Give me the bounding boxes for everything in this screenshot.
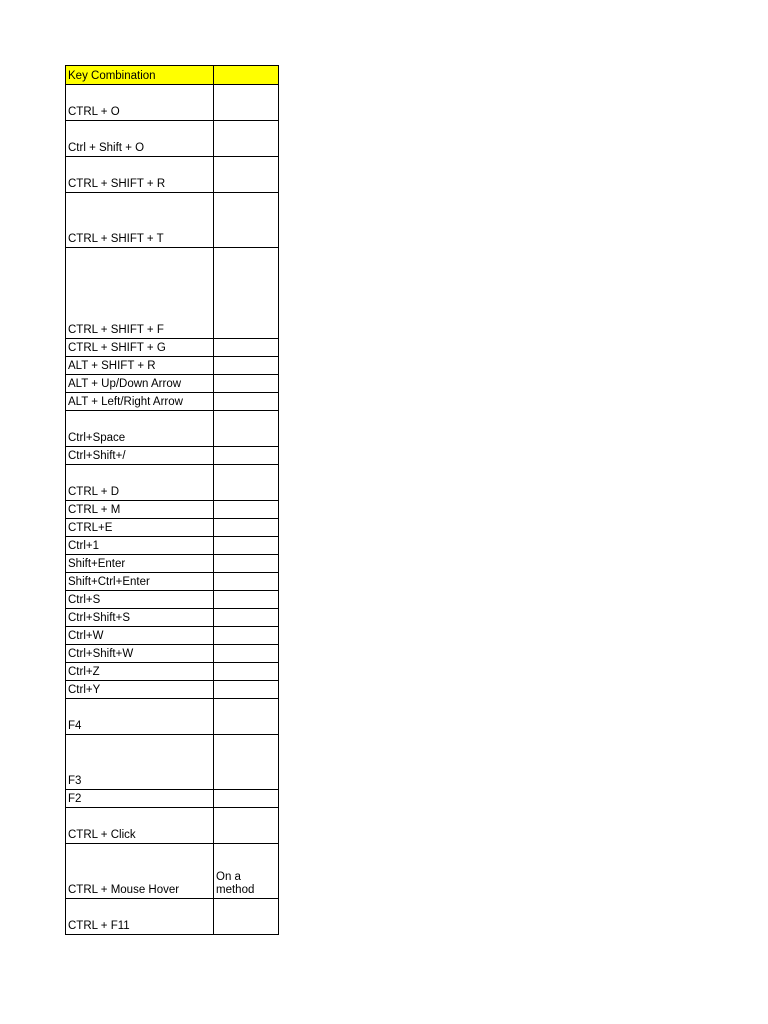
table-header-row <box>66 66 279 85</box>
table-row <box>66 519 279 537</box>
cell-note[interactable] <box>214 627 279 645</box>
table-row <box>66 357 279 375</box>
cell-note[interactable] <box>214 663 279 681</box>
table-row <box>66 555 279 573</box>
table-row <box>66 808 279 844</box>
table-row <box>66 609 279 627</box>
cell-key[interactable]: CTRL + Mouse Hover <box>66 844 214 899</box>
header-key-combination[interactable]: Key Combination <box>66 66 214 85</box>
cell-note[interactable] <box>214 537 279 555</box>
cell-note[interactable] <box>214 501 279 519</box>
cell-note[interactable]: On a method <box>214 844 279 899</box>
cell-key[interactable]: F2 <box>66 790 214 808</box>
cell-note[interactable] <box>214 85 279 121</box>
table-row <box>66 735 279 790</box>
cell-note[interactable] <box>214 899 279 935</box>
cell-key[interactable]: Shift+Ctrl+Enter <box>66 573 214 591</box>
table-row <box>66 899 279 935</box>
table-row <box>66 844 279 899</box>
cell-key[interactable]: ALT + Up/Down Arrow <box>66 375 214 393</box>
cell-key[interactable]: CTRL + D <box>66 465 214 501</box>
cell-key[interactable]: CTRL + M <box>66 501 214 519</box>
cell-key[interactable]: Ctrl+Shift+/ <box>66 447 214 465</box>
cell-note[interactable] <box>214 447 279 465</box>
table-row <box>66 501 279 519</box>
cell-key[interactable]: Ctrl+W <box>66 627 214 645</box>
cell-key[interactable]: Ctrl+1 <box>66 537 214 555</box>
cell-key[interactable]: CTRL + SHIFT + T <box>66 193 214 248</box>
cell-key[interactable]: Ctrl+S <box>66 591 214 609</box>
cell-note[interactable] <box>214 790 279 808</box>
cell-key[interactable]: CTRL + O <box>66 85 214 121</box>
cell-note[interactable] <box>214 591 279 609</box>
cell-note[interactable] <box>214 121 279 157</box>
header-note[interactable] <box>214 66 279 85</box>
cell-key[interactable]: CTRL + SHIFT + G <box>66 339 214 357</box>
table-row <box>66 193 279 248</box>
cell-note[interactable] <box>214 411 279 447</box>
table-row <box>66 663 279 681</box>
cell-key[interactable]: CTRL + SHIFT + F <box>66 248 214 339</box>
cell-note[interactable] <box>214 519 279 537</box>
table-row <box>66 645 279 663</box>
table-row <box>66 393 279 411</box>
cell-note[interactable] <box>214 609 279 627</box>
table-row <box>66 121 279 157</box>
cell-note[interactable] <box>214 699 279 735</box>
cell-note[interactable] <box>214 555 279 573</box>
cell-note[interactable] <box>214 393 279 411</box>
table-row <box>66 591 279 609</box>
table-row <box>66 248 279 339</box>
cell-note[interactable] <box>214 375 279 393</box>
cell-key[interactable]: Ctrl+Shift+S <box>66 609 214 627</box>
cell-note[interactable] <box>214 808 279 844</box>
table-row <box>66 411 279 447</box>
table-row <box>66 699 279 735</box>
cell-note[interactable] <box>214 157 279 193</box>
table-row <box>66 339 279 357</box>
cell-key[interactable]: ALT + SHIFT + R <box>66 357 214 375</box>
cell-note[interactable] <box>214 248 279 339</box>
cell-key[interactable]: Ctrl+Y <box>66 681 214 699</box>
cell-key[interactable]: Ctrl+Space <box>66 411 214 447</box>
cell-key[interactable]: Ctrl + Shift + O <box>66 121 214 157</box>
cell-note[interactable] <box>214 339 279 357</box>
table-row <box>66 627 279 645</box>
table-row <box>66 157 279 193</box>
table-row <box>66 681 279 699</box>
table-row <box>66 85 279 121</box>
cell-key[interactable]: F3 <box>66 735 214 790</box>
table-row <box>66 790 279 808</box>
table-row <box>66 573 279 591</box>
table-row <box>66 465 279 501</box>
cell-key[interactable]: Ctrl+Z <box>66 663 214 681</box>
cell-note[interactable] <box>214 645 279 663</box>
cell-note[interactable] <box>214 735 279 790</box>
cell-key[interactable]: CTRL + SHIFT + R <box>66 157 214 193</box>
cell-key[interactable]: CTRL + Click <box>66 808 214 844</box>
cell-note[interactable] <box>214 357 279 375</box>
cell-key[interactable]: F4 <box>66 699 214 735</box>
cell-note[interactable] <box>214 465 279 501</box>
table-row <box>66 447 279 465</box>
cell-note[interactable] <box>214 573 279 591</box>
table-row <box>66 537 279 555</box>
table-row <box>66 375 279 393</box>
cell-key[interactable]: CTRL + F11 <box>66 899 214 935</box>
shortcut-table <box>65 65 279 935</box>
cell-key[interactable]: CTRL+E <box>66 519 214 537</box>
cell-note[interactable] <box>214 193 279 248</box>
cell-key[interactable]: Shift+Enter <box>66 555 214 573</box>
cell-key[interactable]: ALT + Left/Right Arrow <box>66 393 214 411</box>
cell-key[interactable]: Ctrl+Shift+W <box>66 645 214 663</box>
cell-note[interactable] <box>214 681 279 699</box>
